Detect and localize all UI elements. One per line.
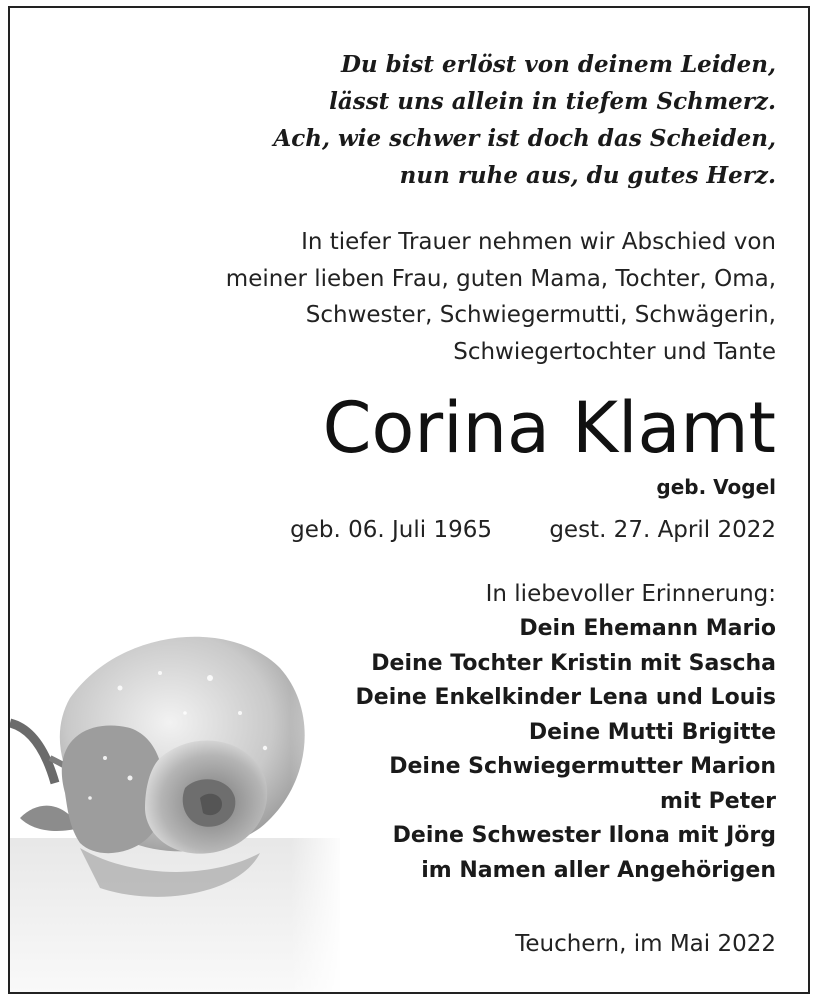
memory-label: In liebevoller Erinnerung: — [485, 581, 776, 607]
mourner-line: Deine Schwiegermutter Marion — [389, 754, 776, 779]
mourner-line: mit Peter — [660, 788, 776, 814]
mourner-line: Deine Schwester Ilona mit Jörg — [392, 823, 776, 848]
intro-line: meiner lieben Frau, guten Mama, Tochter, Oma, — [225, 265, 776, 292]
intro-line: Schwiegertochter und Tante — [453, 338, 776, 365]
poem-line: Du bist erlöst von deinem Leiden, — [340, 51, 776, 78]
intro-line: Schwester, Schwiegermutti, Schwägerin, — [305, 302, 776, 328]
poem — [56, 46, 776, 194]
obituary-text — [56, 46, 776, 962]
death-date: gest. 27. April 2022 — [549, 517, 776, 543]
place-date: Teuchern, im Mai 2022 — [515, 931, 776, 957]
deceased-name: Corina Klamt — [322, 387, 776, 469]
intro-text — [56, 224, 776, 370]
intro-line: In tiefer Trauer nehmen wir Abschied von — [301, 229, 776, 255]
poem-line: lässt uns allein in tiefem Schmerz. — [329, 88, 776, 115]
poem-line: nun ruhe aus, du gutes Herz. — [399, 162, 776, 189]
birth-name: geb. Vogel — [656, 475, 776, 499]
mourner-line: Deine Tochter Kristin mit Sascha — [371, 650, 776, 676]
poem-line: Ach, wie schwer ist doch das Scheiden, — [273, 125, 776, 152]
birth-date: geb. 06. Juli 1965 — [290, 517, 492, 543]
life-dates — [56, 512, 776, 548]
mourner-line: Deine Mutti Brigitte — [528, 719, 776, 745]
mourners-list — [56, 612, 776, 888]
mourner-line: im Namen aller Angehörigen — [421, 857, 776, 883]
mourner-line: Dein Ehemann Mario — [519, 616, 776, 641]
mourner-line: Deine Enkelkinder Lena und Louis — [355, 685, 776, 710]
obituary-card — [8, 6, 810, 994]
